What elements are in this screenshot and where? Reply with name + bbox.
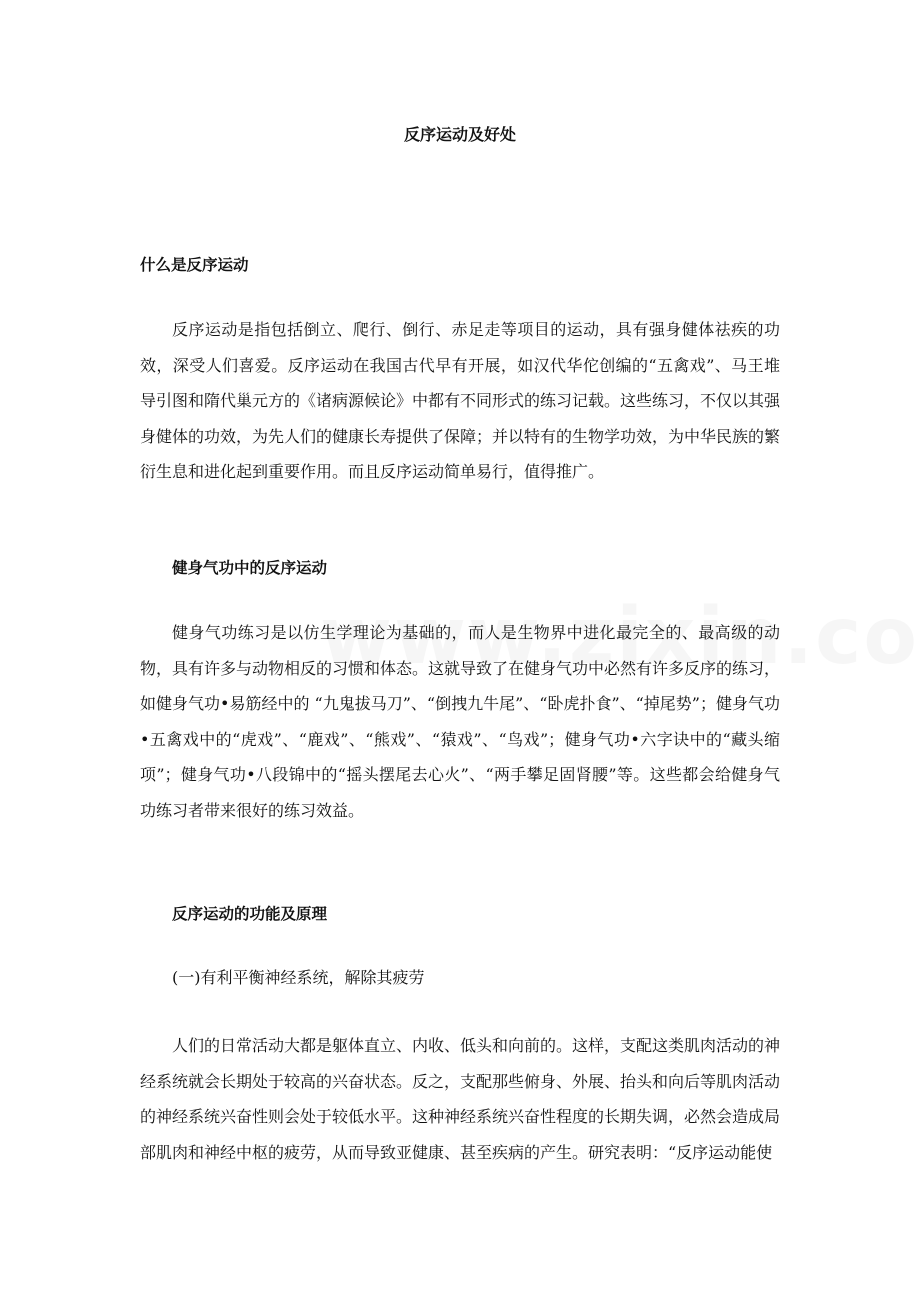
section-heading-qigong: 健身气功中的反序运动 [172, 559, 328, 577]
section-heading-function: 反序运动的功能及原理 [172, 905, 328, 923]
subheading-nervous-system: (一)有利平衡神经系统，解除其疲劳 [172, 968, 425, 987]
paragraph-nervous-system: 人们的日常活动大都是躯体直立、内收、低头和向前的。这样，支配这类肌肉活动的神经系统就会长期处于较高的兴奋状态。反之，支配那些俯身、外展、抬头和向后等肌肉活动的神经系统兴奋性则会处于较低水平。这种神经系统兴奋性程度的长期失调，必然会造成局部肌肉和神经中枢的疲劳，从而导致亚健康、甚至疾病的产生。研究表明：“反序运动能使 [140, 1036, 781, 1162]
section-heading-what-is: 什么是反序运动 [140, 256, 249, 274]
paragraph-qigong: 健身气功练习是以仿生学理论为基础的，而人是生物界中进化最完全的、最高级的动物，具有许多与动物相反的习惯和体态。这就导致了在健身气功中必然有许多反序的练习，如健身气功•易筋经中的 “九鬼拔马刀”、“倒拽九牛尾”、“卧虎扑食”、“掉尾势”；健身气功•五禽戏中的“虎戏”、“鹿戏”、“熊戏”、“猿戏”、“鸟戏”；健身气功•六字诀中的“藏头缩项”；健身气功•八段锦中的“摇头摆尾去心火”、“两手攀足固肾腰”等。这些都会给健身气功练习者带来很好的练习效益。 [140, 623, 781, 820]
paragraph-what-is: 反序运动是指包括倒立、爬行、倒行、赤足走等项目的运动，具有强身健体祛疾的功效，深受人们喜爱。反序运动在我国古代早有开展，如汉代华佗创编的“五禽戏”、马王堆导引图和隋代巢元方的《诸病源候论》中都有不同形式的练习记载。这些练习，不仅以其强身健体的功效，为先人们的健康长寿提供了保障；并以特有的生物学功效，为中华民族的繁衍生息和进化起到重要作用。而且反序运动简单易行，值得推广。 [140, 320, 781, 481]
document-title: 反序运动及好处 [403, 125, 516, 144]
